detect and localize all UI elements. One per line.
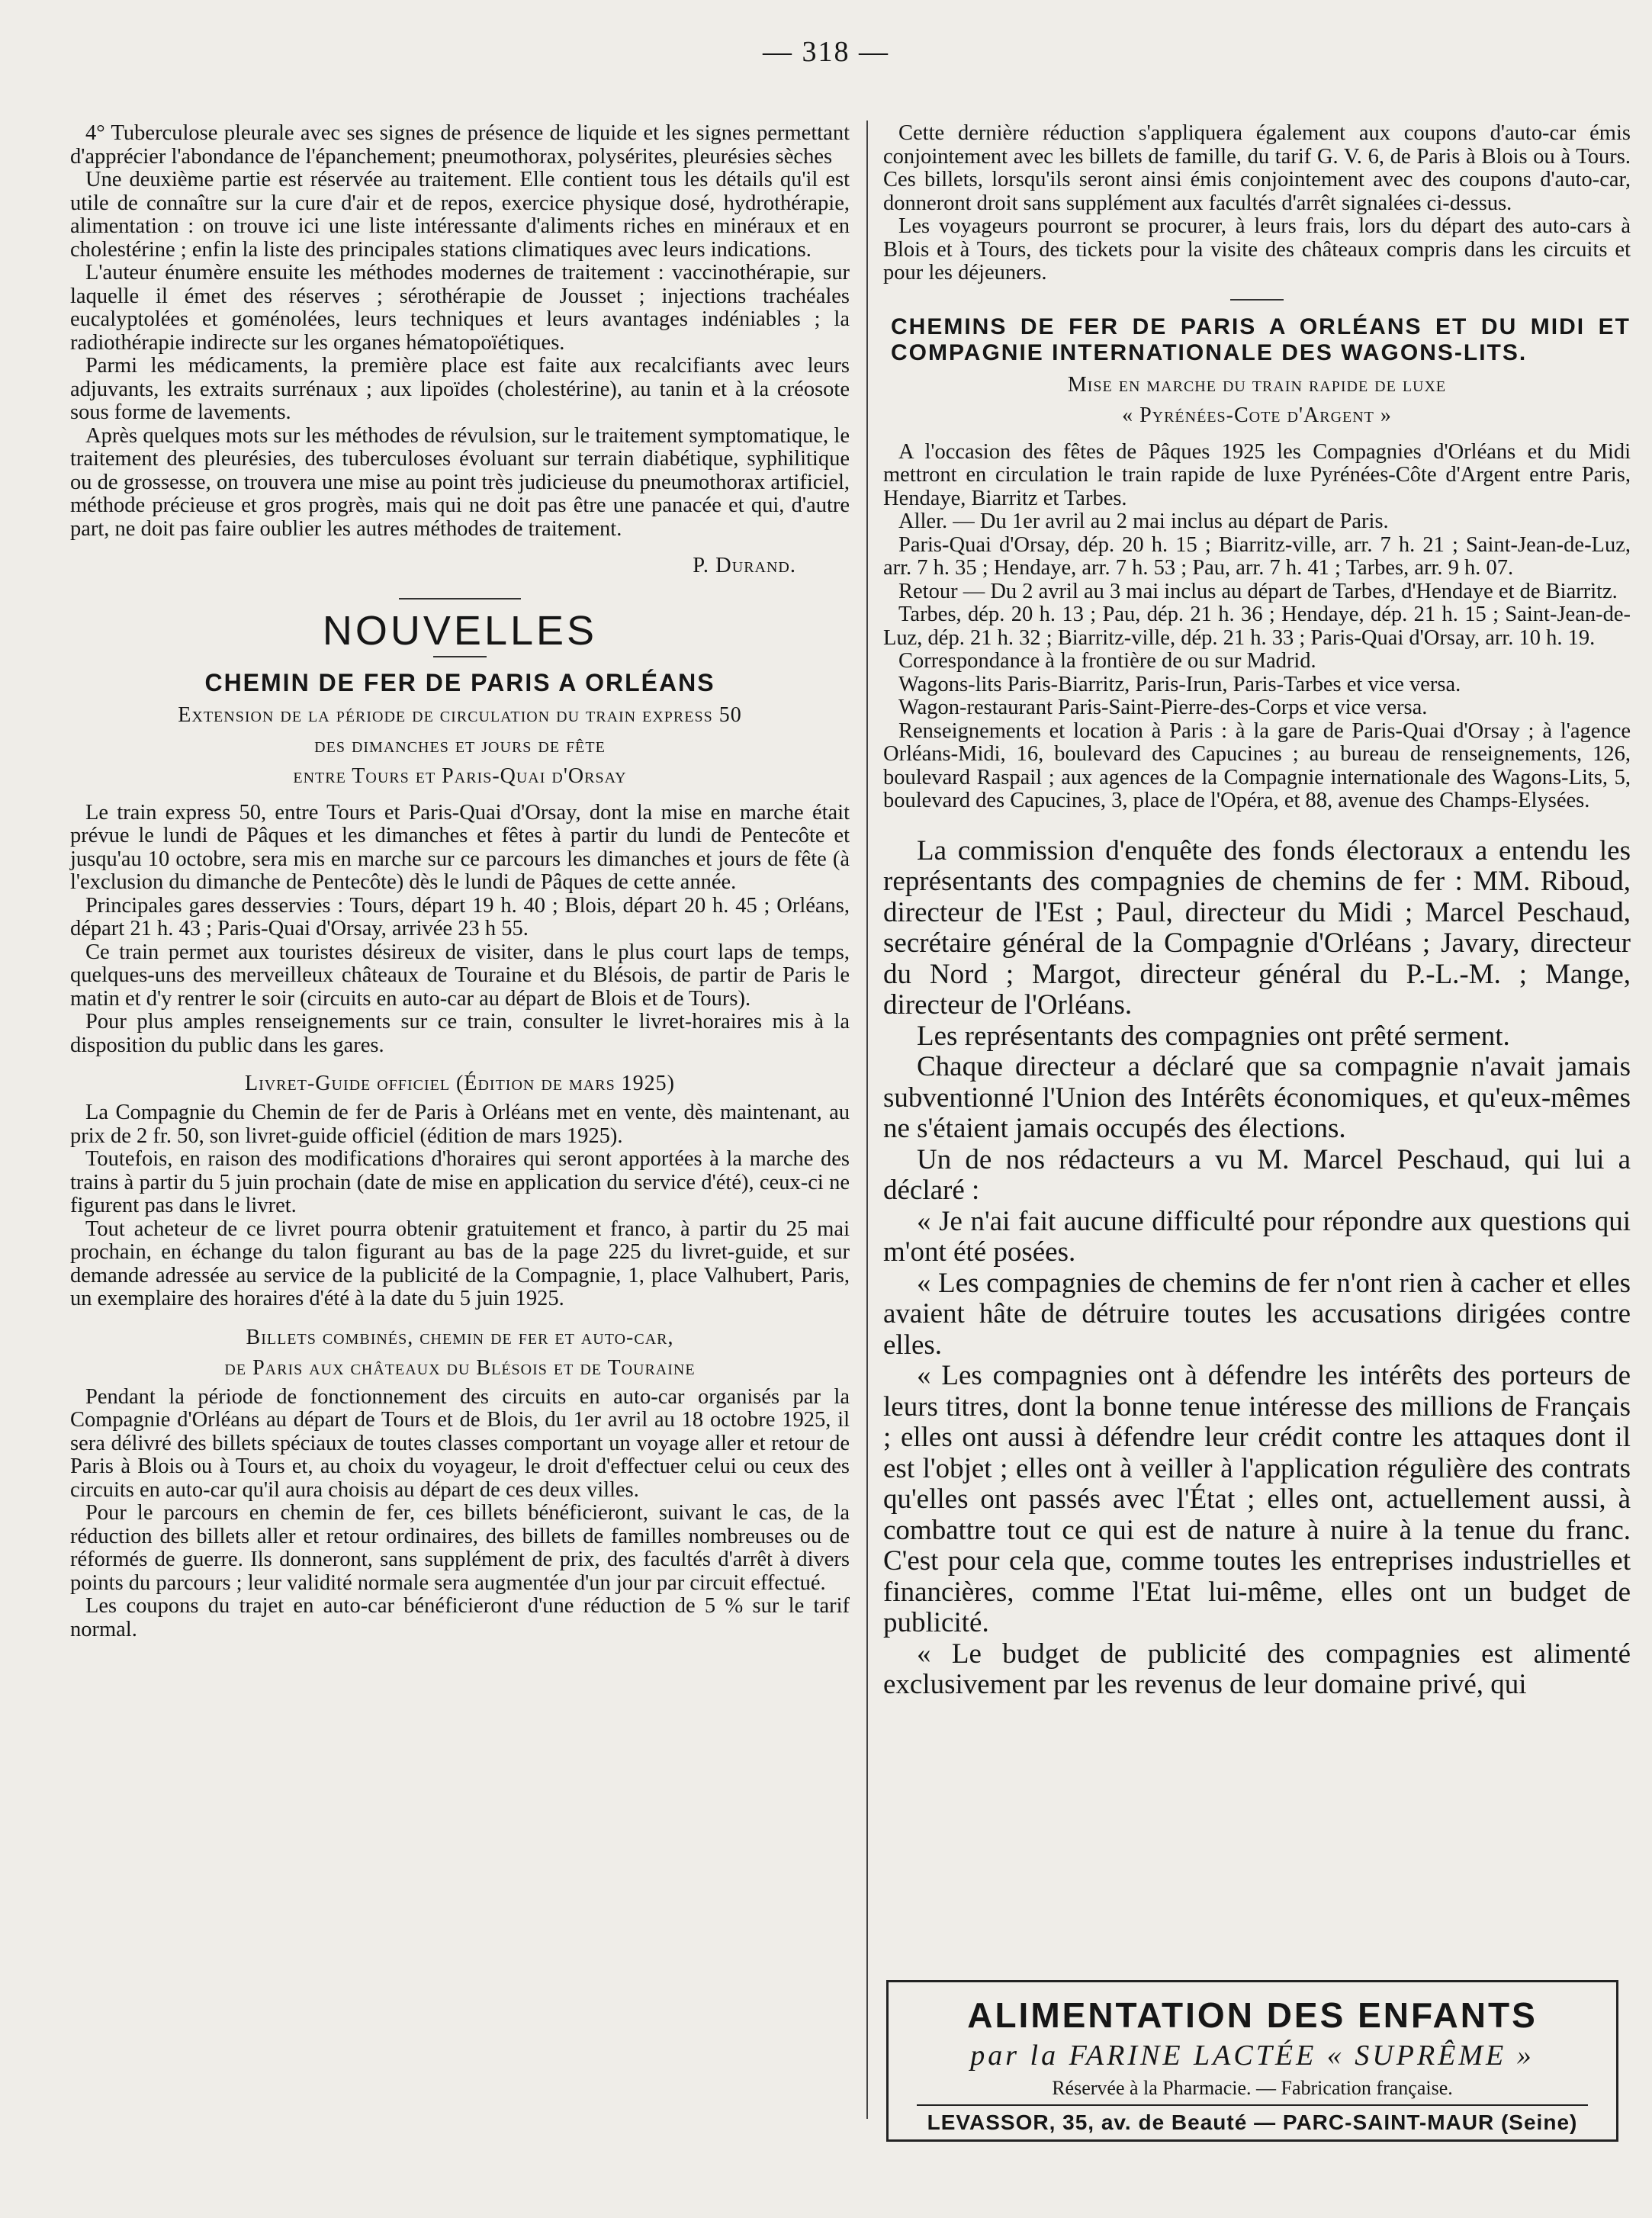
article-heading-orleans: CHEMIN DE FER DE PARIS A ORLÉANS [204,669,715,696]
commission-quote: « Les compagnies ont à défendre les intérêts des porteurs de leurs titres, dont la bonne tenue intéresse des millions de Français ; elles ont aussi à défendre leur crédit contre les attaques dont il est l'objet ; elles ont à veiller à l'application régulière des contrats qu'elles ont passés avec l'État ; elles ont, actuellement aussi, à combattre tout ce qui est de nature à nuire à la tenue du franc. C'est pour cela que, comme toutes les entreprises industrielles et financières, comme l'Etat lui-même, elles ont un budget de publicité. [883,1360,1631,1638]
review-paragraph: Une deuxième partie est réservée au traitement. Elle contient tous les détails qu'il est utile de connaître sur la cure d'air et de repos, exercice physique dosé, hydrothérapie, alimentation : on trouve ici une liste intéressante d'aliments riches en minéraux et en cholestérine ; enfin la liste des principales stations climatiques avec leurs indications. [70,168,850,262]
ad-title: ALIMENTATION DES ENFANTS [967,1995,1538,2035]
commission-paragraph: La commission d'enquête des fonds électoraux a entendu les représentants des compagnies de chemins de fer : MM. Riboud, directeur de l'Est ; Paul, directeur du Midi ; Marcel Peschaud, secrétaire général de la Compagnie d'Orléans ; Javary, directeur du Nord ; Margot, directeur général du P.-L.-M. ; Mange, directeur de l'Orléans. [883,834,1631,1021]
article-paragraph: La Compagnie du Chemin de fer de Paris à Orléans met en vente, dès maintenant, au prix de 2 fr. 50, son livret-guide officiel (édition de mars 1925). [70,1101,850,1148]
article-paragraph: Pour plus amples renseignements sur ce train, consulter le livret-horaires mis à la disposition du public dans les gares. [70,1010,850,1057]
article-heading-billets-line2: de Paris aux châteaux du Blésois et de Touraine [224,1355,696,1380]
column-divider [866,121,868,2119]
article-paragraph: Tout acheteur de ce livret pourra obtenir gratuitement et franco, à partir du 25 mai prochain, en échange du talon figurant au bas de la page 225 du livret-guide, et sur demande adressée au service de la publicité de la Compagnie, 1, place Valhubert, Paris, un exemplaire des horaires d'été à la date du 5 juin 1925. [70,1217,850,1310]
article-paragraph: Pendant la période de fonctionnement des circuits en auto-car organisés par la Compagnie d'Orléans au départ de Tours et de Blois, du 1er avril au 18 octobre 1925, il sera délivré des billets spéciaux de toutes classes comportant un voyage aller et retour de Paris à Blois ou à Tours et, au choix du voyageur, le droit d'effectuer celui ou ceux des circuits en auto-car qu'il aura choisis au départ de ces deux villes. [70,1384,850,1502]
section-divider [399,598,521,600]
article-subheading: entre Tours et Paris-Quai d'Orsay [293,763,627,788]
review-signature: P. Durand. [693,554,796,577]
article-paragraph: Renseignements et location à Paris : à la gare de Paris-Quai d'Orsay ; à l'agence Orléans-Midi, 16, boulevard des Capucines ; au bureau de renseignements, 126, boulevard Raspail ; aux agences de la Compagnie internationale des Wagons-Lits, 5, boulevard des Capucines, 3, place de l'Opéra, et 88, avenue des Champs-Elysées. [883,718,1631,812]
ad-note: Réservée à la Pharmacie. — Fabrication française. [1052,2077,1453,2099]
article-paragraph: Tarbes, dép. 20 h. 13 ; Pau, dép. 21 h. 36 ; Hendaye, dép. 21 h. 15 ; Saint-Jean-de-Luz, dép. 21 h. 32 ; Biarritz-ville, dép. 21 h. 33 ; Paris-Quai d'Orsay, arr. 10 h. 19. [883,603,1631,650]
commission-quote: « Je n'ai fait aucune difficulté pour répondre aux questions qui m'ont été posées. [883,1205,1631,1268]
left-column [70,122,850,1641]
article-paragraph: Pour le parcours en chemin de fer, ces billets bénéficieront, suivant le cas, de la réduction des billets aller et retour ordinaires, des billets de familles nombreuses ou de réformés de guerre. Ils donneront, sans supplément de prix, des facultés d'arrêt à divers points du parcours ; leur validité normale sera augmentée d'un jour par circuit effectué. [70,1501,850,1595]
article-subheading: des dimanches et jours de fête [314,733,606,757]
section-heading-nouvelles: NOUVELLES [322,607,598,654]
advertisement-box [886,1980,1618,2142]
article-paragraph: A l'occasion des fêtes de Pâques 1925 les Compagnies d'Orléans et du Midi mettront en circulation le train rapide de luxe Pyrénées-Côte d'Argent entre Paris, Hendaye, Biarritz et Tarbes. [883,439,1631,510]
article-paragraph: Le train express 50, entre Tours et Paris-Quai d'Orsay, dont la mise en marche était prévue le lundi de Pâques et les dimanches et fêtes à partir du lundi de Pentecôte et jusqu'au 10 octobre, sera mis en marche sur ce parcours les dimanches et jours de fête (à l'exclusion du dimanche de Pentecôte) dès le lundi de Pâques de cette année. [70,800,850,894]
article-paragraph: Wagon-restaurant Paris-Saint-Pierre-des-Corps et vice versa. [898,696,1428,719]
right-column [883,122,1631,1701]
commission-quote: « Les compagnies de chemins de fer n'ont rien à cacher et elles avaient hâte de détruire toutes les accusations dirigées contre elles. [883,1267,1631,1361]
article-paragraph: Ce train permet aux touristes désireux de visiter, dans le plus court laps de temps, quelques-uns des merveilleux châteaux de Touraine et du Blésois, de partir de Paris le matin et d'y rentrer le soir (circuits en auto-car au départ de Blois et de Tours). [70,940,850,1011]
article-paragraph: Les voyageurs pourront se procurer, à leurs frais, lors du départ des auto-cars à Blois et à Tours, des tickets pour la visite des châteaux compris dans les circuits et pour les déjeuners. [883,214,1631,284]
commission-quote: « Le budget de publicité des compagnies est alimenté exclusivement par les revenus de leur domaine privé, qui [883,1638,1631,1700]
article-paragraph: Retour — Du 2 avril au 3 mai inclus au départ de Tarbes, d'Hendaye et de Biarritz. [898,579,1618,603]
commission-paragraph: Les représentants des compagnies ont prêté serment. [917,1020,1510,1052]
article-paragraph: Correspondance à la frontière de ou sur Madrid. [898,649,1316,673]
heading-underline [433,656,487,657]
article-heading-pyrenees: CHEMINS DE FER DE PARIS A ORLÉANS ET DU MIDI ET COMPAGNIE INTERNATIONALE DES WAGONS-LITS. [891,313,1631,365]
article-paragraph: Cette dernière réduction s'appliquera également aux coupons d'auto-car émis conjointement avec les billets de famille, du tarif G. V. 6, de Paris à Blois ou à Tours. Ces billets, lorsqu'ils seront ainsi émis conjointement avec des coupons d'auto-car, donneront droit sans supplément aux facultés d'arrêt signalées ci-dessus. [883,121,1631,215]
article-paragraph: Les coupons du trajet en auto-car bénéficieront d'une réduction de 5 % sur le tarif normal. [70,1594,850,1641]
review-paragraph: 4° Tuberculose pleurale avec ses signes de présence de liquide et les signes permettant d'apprécier l'abondance de l'épanchement; pneumothorax, polysérites, pleurésies sèches [70,121,850,169]
commission-paragraph: Un de nos rédacteurs a vu M. Marcel Peschaud, qui lui a déclaré : [883,1143,1631,1206]
ad-subtitle: par la FARINE LACTÉE « SUPRÊME » [970,2040,1535,2072]
article-paragraph: Aller. — Du 1er avril au 2 mai inclus au départ de Paris. [898,509,1389,533]
article-subheading: Mise en marche du train rapide de luxe [1067,372,1447,397]
article-heading-billets: Billets combinés, chemin de fer et auto-car, [246,1325,674,1349]
ad-address: LEVASSOR, 35, av. de Beauté — PARC-SAINT-MAUR (Seine) [927,2110,1578,2134]
article-paragraph: Principales gares desservies : Tours, départ 19 h. 40 ; Blois, départ 20 h. 45 ; Orléans, départ 21 h. 43 ; Paris-Quai d'Orsay, arrivée 23 h 55. [70,893,850,940]
ad-divider [917,2104,1588,2106]
article-paragraph: Wagons-lits Paris-Biarritz, Paris-Irun, Paris-Tarbes et vice versa. [898,672,1461,696]
review-paragraph: Parmi les médicaments, la première place est faite aux recalcifiants avec leurs adjuvants, les extraits surrénaux ; aux lipoïdes (cholestérine), au tanin et à la créosote sous forme de lavements. [70,354,850,424]
article-heading-livret: Livret-Guide officiel (Édition de mars 1925) [244,1072,676,1095]
page-number: — 318 — [763,36,889,68]
review-paragraph: L'auteur énumère ensuite les méthodes modernes de traitement : vaccinothérapie, sur laquelle il émet des réserves ; sérothérapie de Jousset ; injections trachéales eucalyptolées et goménolées, leurs techniques et leurs avantages indéniables ; la radiothérapie indirecte sur les organes hématopoïétiques. [70,261,850,355]
article-paragraph: Toutefois, en raison des modifications d'horaires qui seront apportées à la marche des trains à partir du 5 juin prochain (date de mise en application du service d'été), ceux-ci ne figurent pas dans le livret. [70,1147,850,1217]
article-paragraph: Paris-Quai d'Orsay, dép. 20 h. 15 ; Biarritz-ville, arr. 7 h. 21 ; Saint-Jean-de-Luz, arr. 7 h. 35 ; Hendaye, arr. 7 h. 53 ; Pau, arr. 7 h. 41 ; Tarbes, arr. 9 h. 07. [883,532,1631,580]
review-paragraph: Après quelques mots sur les méthodes de révulsion, sur le traitement symptomatique, le traitement des pleurésies, des tuberculoses évoluant sur terrain diabétique, syphilitique ou de grossesse, on trouvera une mise au point très judicieuse du pneumothorax artificiel, méthode précieuse et gros progrès, mais qui ne doit pas être une panacée et qui, d'autre part, ne doit pas faire oublier les autres méthodes de traitement. [70,423,850,541]
commission-article [883,836,1631,1701]
article-subheading: Extension de la période de circulation du train express 50 [178,702,742,727]
commission-paragraph: Chaque directeur a déclaré que sa compagnie n'avait jamais subventionné l'Union des Intérêts économiques, et qu'eux-mêmes ne s'étaient jamais occupés des élections. [883,1051,1631,1144]
article-subheading: « Pyrénées-Cote d'Argent » [1122,403,1392,427]
section-divider [1230,299,1284,301]
